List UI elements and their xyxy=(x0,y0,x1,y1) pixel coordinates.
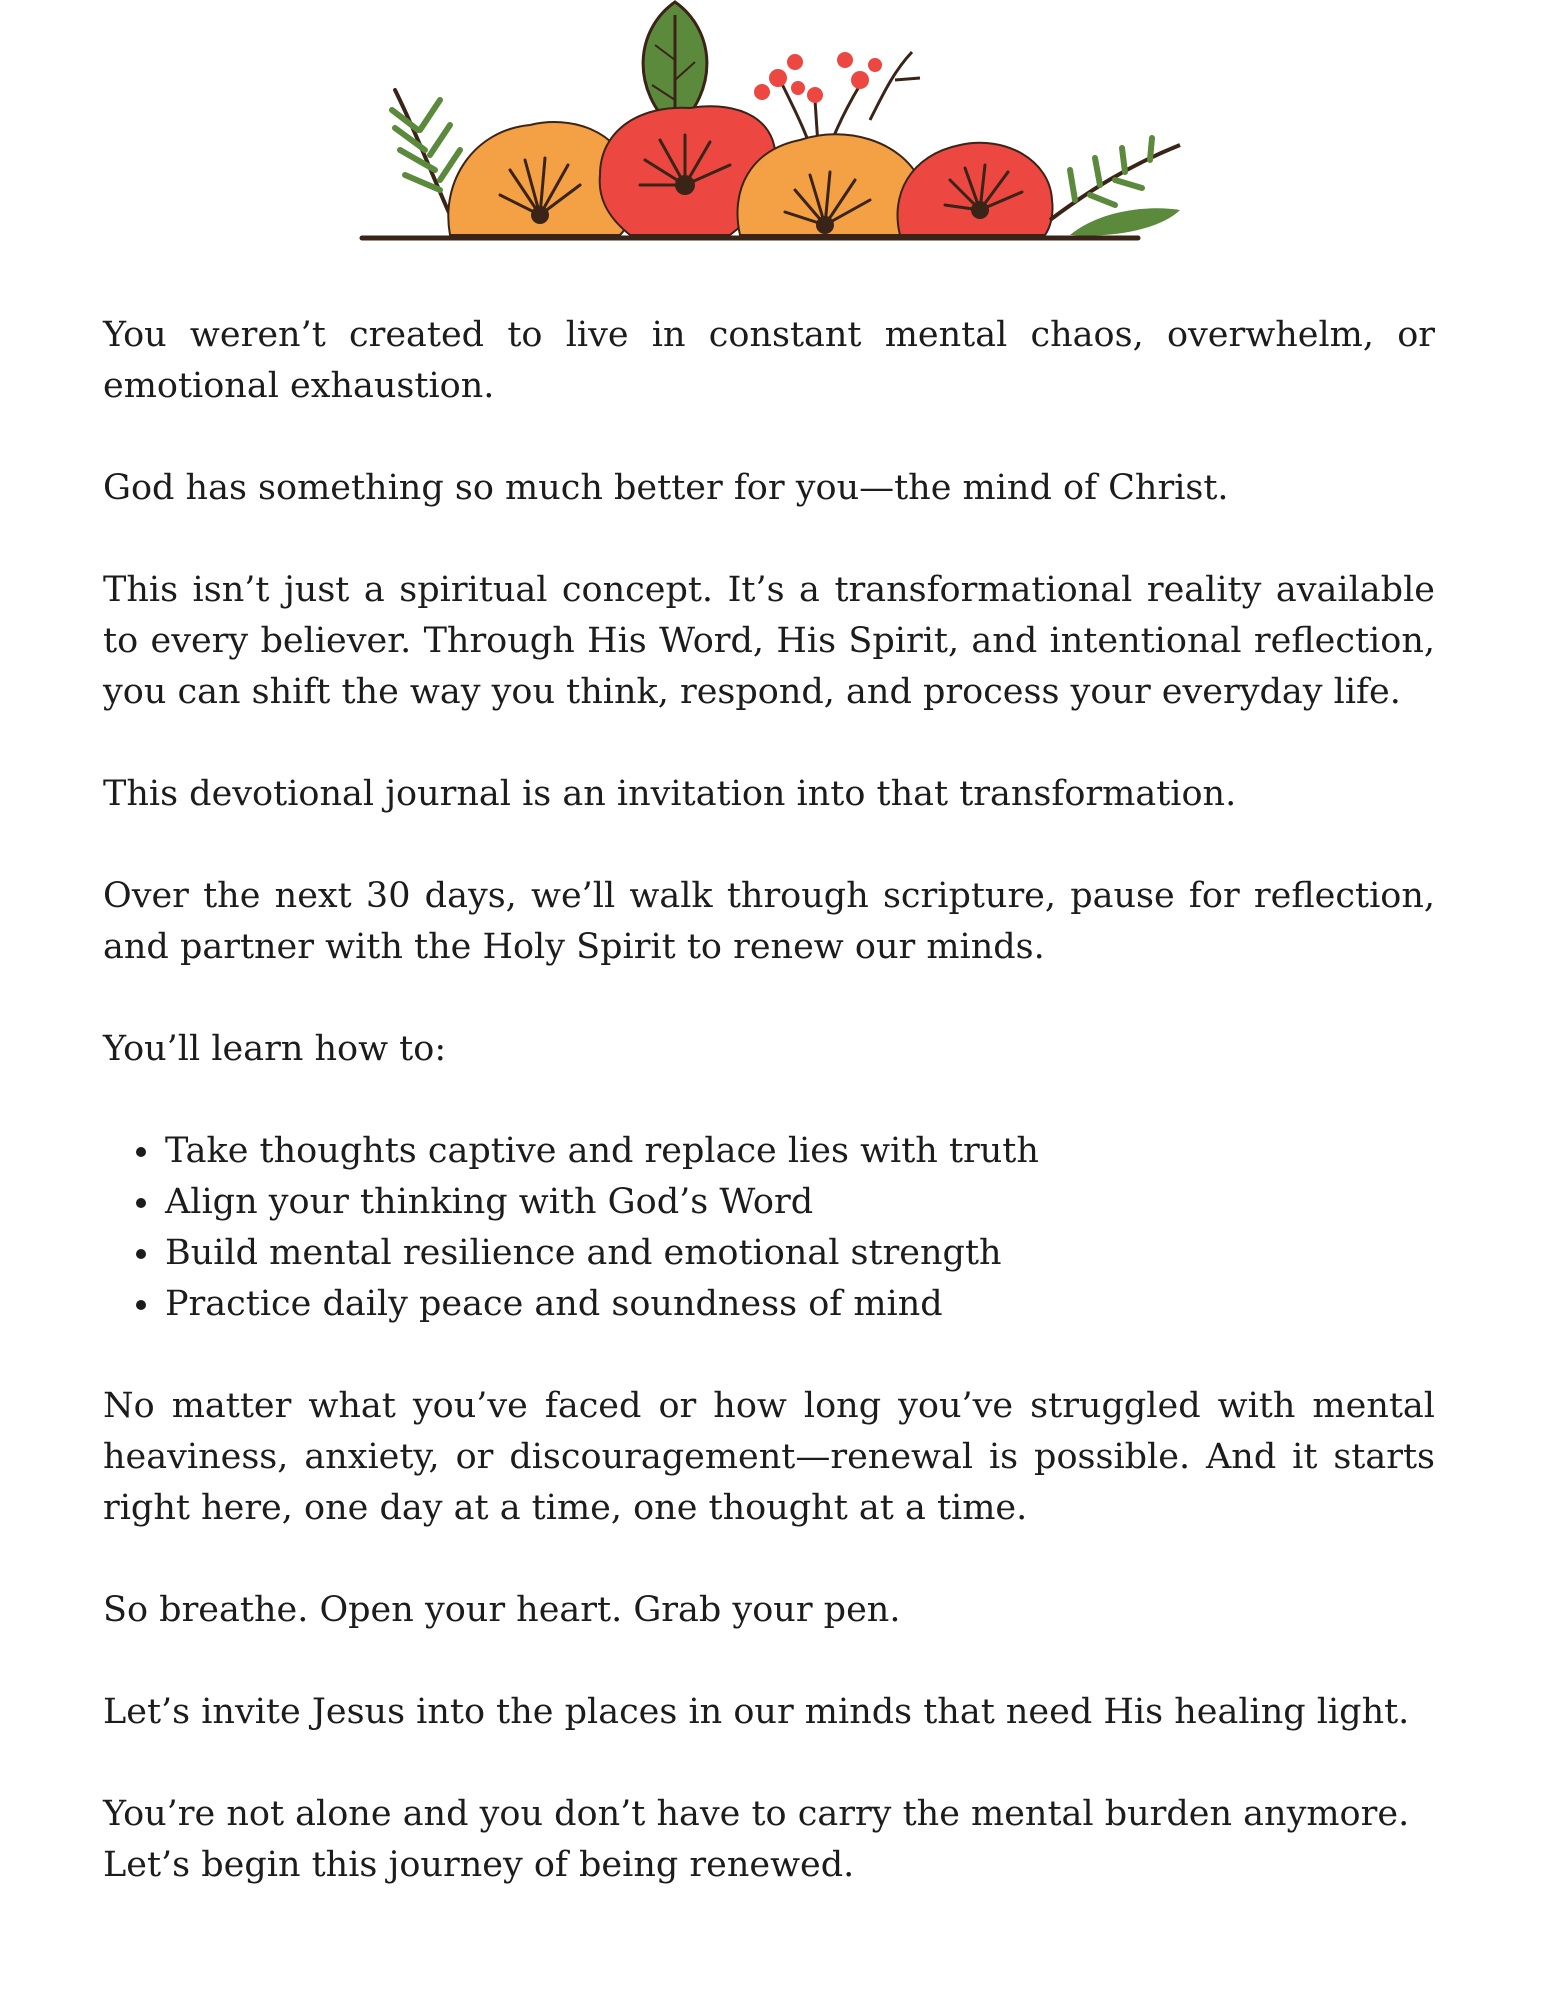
paragraph-transformational-reality: This isn’t just a spiritual concept. It’s a transformational reality available to every believer. Through His Word, His Spirit, and intentional reflection, you can shift the way you think, respond, and process your everyday life. xyxy=(103,570,1435,712)
paragraph-intro: You weren’t created to live in constant mental chaos, overwhelm, or emotional exhaustion. xyxy=(103,315,1435,406)
list-item: • Practice daily peace and soundness of mind xyxy=(163,1279,1435,1330)
paragraph-learn-how: You’ll learn how to: xyxy=(103,1029,447,1069)
body-text xyxy=(103,310,1435,1891)
right-sprig-icon xyxy=(1050,138,1180,236)
red-flower-icon xyxy=(898,143,1053,235)
paragraph-begin-journey: Let’s begin this journey of being renewed. xyxy=(103,1845,855,1885)
paragraph-renewal-possible: No matter what you’ve faced or how long you’ve struggled with mental heaviness, anxiety, or discouragement—renewal is possible. And it starts right here, one day at a time, one thought at a time. xyxy=(103,1386,1435,1528)
floral-border-illustration xyxy=(300,0,1200,260)
list-item: • Take thoughts captive and replace lies with truth xyxy=(163,1126,1435,1177)
list-item: • Build mental resilience and emotional strength xyxy=(163,1228,1435,1279)
paragraph-mind-of-christ: God has something so much better for you—the mind of Christ. xyxy=(103,468,1229,508)
paragraph-invitation: This devotional journal is an invitation into that transformation. xyxy=(103,774,1237,814)
list-item: • Align your thinking with God’s Word xyxy=(163,1177,1435,1228)
paragraph-invite-jesus: Let’s invite Jesus into the places in our minds that need His healing light. xyxy=(103,1692,1410,1732)
learning-list xyxy=(103,1126,1435,1330)
paragraph-not-alone: You’re not alone and you don’t have to carry the mental burden anymore. xyxy=(103,1794,1410,1834)
paragraph-breathe: So breathe. Open your heart. Grab your pen. xyxy=(103,1590,901,1630)
paragraph-thirty-days: Over the next 30 days, we’ll walk through scripture, pause for reflection, and partner with the Holy Spirit to renew our minds. xyxy=(103,876,1435,967)
